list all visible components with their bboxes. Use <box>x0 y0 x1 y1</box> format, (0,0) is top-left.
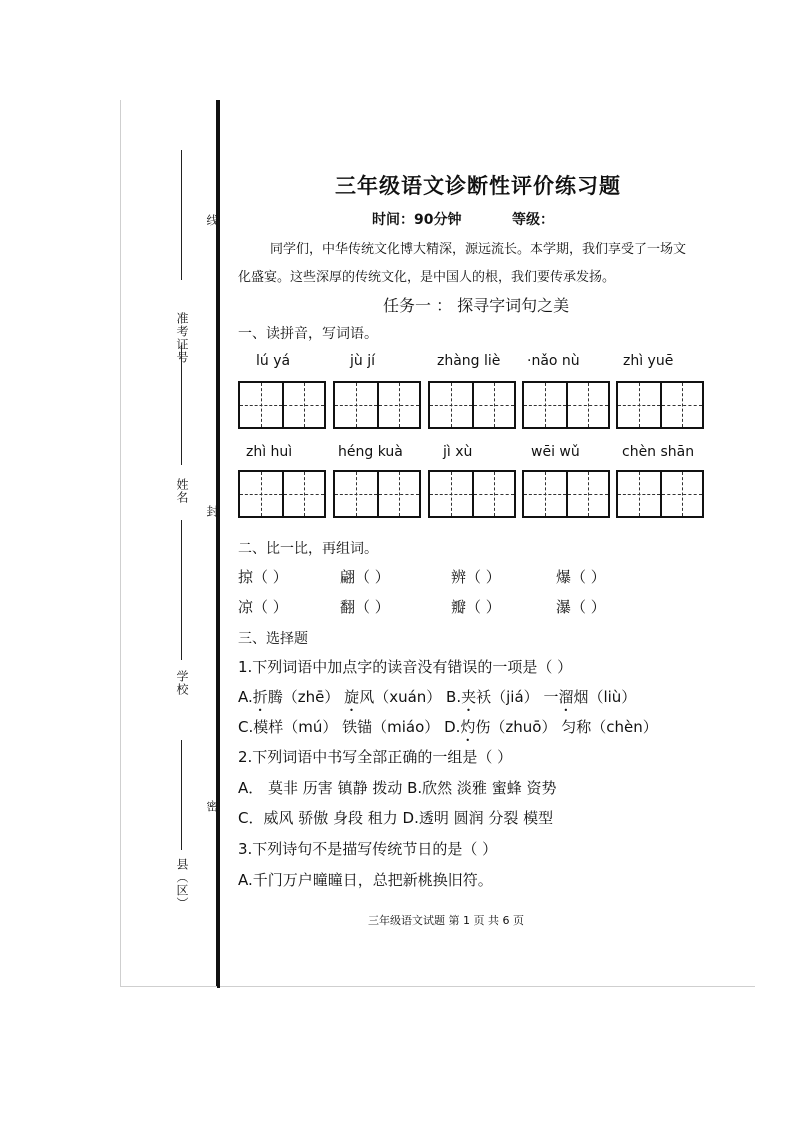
compare-item[interactable]: 掠（ ） <box>238 568 288 586</box>
pinyin-4: ·nǎo nù <box>527 353 580 369</box>
seal-mark-seal: 封 <box>205 505 219 518</box>
write-box[interactable] <box>333 470 421 518</box>
dotted-char: 溜 <box>558 688 574 706</box>
compare-item[interactable]: 翩（ ） <box>340 568 390 586</box>
write-box[interactable] <box>616 381 704 429</box>
write-box[interactable] <box>333 381 421 429</box>
compare-item[interactable]: 凉（ ） <box>238 598 288 616</box>
question-3: 3.下列诗句不是描写传统节日的是（ ） <box>238 840 498 858</box>
write-box[interactable] <box>238 470 326 518</box>
exam-number-underline <box>181 150 183 280</box>
pinyin-6: zhì huì <box>246 444 293 460</box>
pinyin-3: zhàng liè <box>437 353 501 369</box>
question-1: 1.下列词语中加点字的读音没有错误的一项是（ ） <box>238 658 573 676</box>
intro-line-1: 同学们，中华传统文化博大精深，源远流长。本学期，我们享受了一场文 <box>270 242 687 257</box>
question-3-option-a: A.千门万户曈曈日，总把新桃换旧符。 <box>238 871 493 889</box>
compare-item[interactable]: 瓣（ ） <box>451 598 501 616</box>
pinyin-7: héng kuà <box>338 444 403 460</box>
write-box[interactable] <box>616 470 704 518</box>
compare-item[interactable]: 瀑（ ） <box>556 598 606 616</box>
binding-line <box>216 100 220 986</box>
name-label: 姓名 <box>175 478 189 504</box>
compare-item[interactable]: 辨（ ） <box>451 568 501 586</box>
question-2-options-cd: C．威风 骄傲 身段 租力 D.透明 圆润 分裂 模型 <box>238 809 554 827</box>
section-2-heading: 二、比一比，再组词。 <box>238 541 378 557</box>
write-box[interactable] <box>428 381 516 429</box>
county-underline <box>181 740 183 850</box>
write-box[interactable] <box>238 381 326 429</box>
dotted-char: 夹 <box>461 688 477 706</box>
seal-mark-line: 线 <box>205 214 219 227</box>
school-label: 学校 <box>175 670 189 696</box>
question-1-options-ab: A.折腾（zhē） 旋风（xuán） B.夹袄（jiá） 一溜烟（liù） <box>238 688 637 706</box>
page-title: 三年级语文诊断性评价练习题 <box>335 173 621 198</box>
dotted-char: 灼 <box>460 718 476 736</box>
write-box[interactable] <box>522 470 610 518</box>
pinyin-8: jì xù <box>443 444 473 460</box>
county-label: 县（区） <box>175 858 189 910</box>
page-footer: 三年级语文试题 第 1 页 共 6 页 <box>368 914 524 927</box>
pinyin-5: zhì yuē <box>623 353 674 369</box>
exam-number-label: 准考证号 <box>175 312 189 364</box>
dotted-char: 折 <box>252 688 268 706</box>
task-title: 任务一 ： 探寻字词句之美 <box>383 296 570 315</box>
dotted-char: 旋 <box>344 688 360 706</box>
question-2-options-ab: A． 莫非 历害 镇静 拨动 B.欣然 淡雅 蜜蜂 资势 <box>238 779 557 797</box>
name-underline <box>181 345 183 465</box>
binding-line-end <box>217 980 220 988</box>
intro-line-2: 化盛宴。这些深厚的传统文化，是中国人的根，我们要传承发扬。 <box>238 270 616 285</box>
write-box[interactable] <box>428 470 516 518</box>
pinyin-9: wēi wǔ <box>531 444 580 460</box>
seal-mark-secret: 密 <box>205 800 219 813</box>
compare-item[interactable]: 翻（ ） <box>340 598 390 616</box>
time-label: 时间：90分钟 <box>372 212 462 228</box>
pinyin-2: jù jí <box>350 353 375 369</box>
write-box[interactable] <box>522 381 610 429</box>
compare-item[interactable]: 爆（ ） <box>556 568 606 586</box>
pinyin-10: chèn shān <box>622 444 695 460</box>
question-2: 2.下列词语中书写全部正确的一组是（ ） <box>238 748 513 766</box>
section-1-heading: 一、读拼音，写词语。 <box>238 326 378 342</box>
section-3-heading: 三、选择题 <box>238 631 308 647</box>
school-underline <box>181 520 183 660</box>
pinyin-1: lú yá <box>256 353 291 369</box>
grade-label: 等级： <box>512 212 554 228</box>
question-1-options-cd: C.模样（mú） 铁锚（miáo） D.灼伤（zhuō） 匀称（chèn） <box>238 718 658 736</box>
